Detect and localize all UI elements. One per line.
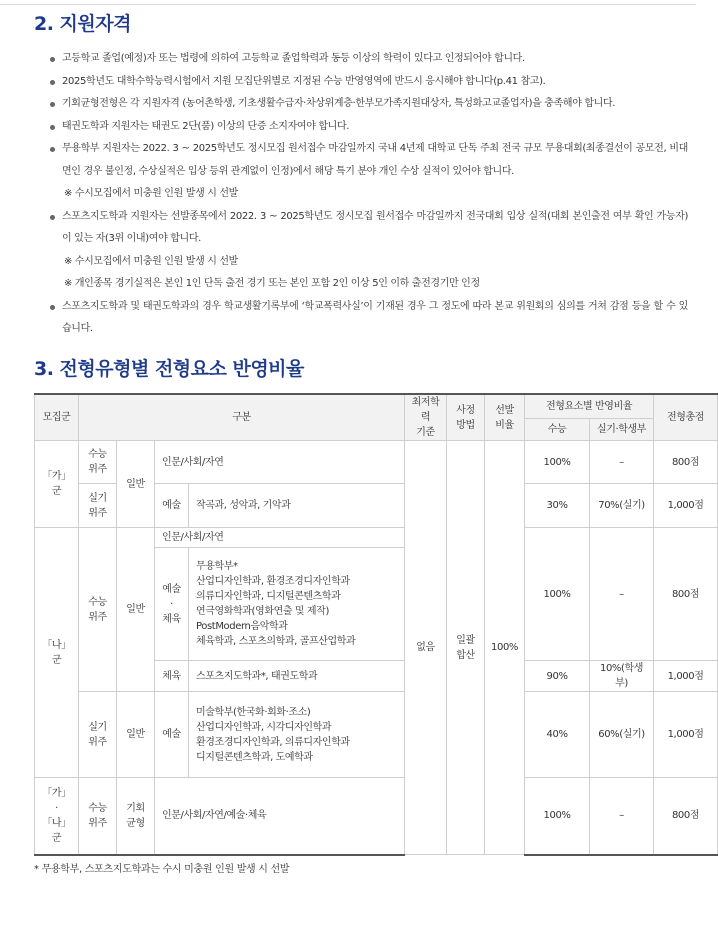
header-ratio xyxy=(485,394,525,441)
header-suneung: 수능 xyxy=(525,418,590,440)
eligibility-text: 고등학교 졸업(예정)자 또는 법령에 의하여 고등학교 졸업학력과 동등 이상의 학력이 있다고 인정되어야 합니다. xyxy=(62,53,525,64)
type-suneung-text: 수능 위주 xyxy=(88,449,107,475)
eligibility-text: 스포츠지도학과 지원자는 선발종목에서 2022. 3 ~ 2025학년도 정시모집 원서접수 마감일까지 전국대회 입상 실적(대회 본인출전 여부 확인 가능자)이 있는 자(3위 이내)여야 합니다. xyxy=(62,210,688,244)
header-ratio-text: 선발 비율 xyxy=(495,404,514,431)
practical-value: 60%(실기) xyxy=(590,692,654,778)
total-value: 1,000점 xyxy=(654,661,718,692)
type-cell xyxy=(79,441,117,484)
type-cell xyxy=(79,484,117,528)
header-min-score xyxy=(405,394,447,441)
eligibility-item xyxy=(48,71,688,94)
eligibility-note: ※ 수시모집에서 미충원 인원 발생 시 선발 xyxy=(62,183,688,206)
header-min-score-text: 최저학력 기준 xyxy=(411,397,440,438)
type-practical-text: 실기 위주 xyxy=(88,721,107,748)
field-cell: 인문/사회/자연/예술·체육 xyxy=(155,778,405,855)
group-gana xyxy=(35,778,79,855)
eligibility-item xyxy=(48,93,688,116)
review-text: 일괄 합산 xyxy=(456,634,475,661)
field-cell xyxy=(155,548,189,661)
eligibility-item xyxy=(48,206,688,296)
ratio-cell: 100% xyxy=(485,441,525,855)
header-review-text: 사정 방법 xyxy=(456,404,475,431)
header-review xyxy=(447,394,485,441)
suneung-value: 100% xyxy=(525,528,590,661)
top-divider xyxy=(0,4,696,5)
general-cell: 일반 xyxy=(117,692,155,778)
field-cell: 체육 xyxy=(155,661,189,692)
practical-value: 10%(학생부) xyxy=(590,661,654,692)
total-value: 1,000점 xyxy=(654,692,718,778)
total-value: 800점 xyxy=(654,528,718,661)
suneung-value: 40% xyxy=(525,692,590,778)
practical-value: – xyxy=(590,778,654,855)
eligibility-item xyxy=(48,138,688,206)
practical-value: – xyxy=(590,441,654,484)
type-cell xyxy=(79,692,117,778)
total-value: 800점 xyxy=(654,441,718,484)
eligibility-list xyxy=(48,48,688,341)
dept-cell xyxy=(189,548,405,661)
review-cell xyxy=(447,441,485,855)
eligibility-item xyxy=(48,296,688,341)
eligibility-text: 무용학부 지원자는 2022. 3 ~ 2025학년도 정시모집 원서접수 마감일까지 국내 4년제 대학교 단독 주최 전국 규모 무용대회(최종결선이 공모전, 비대면인 경우 불인정, 수상실적은 입상 등위 관계없이 인정)에서 해당 특기 분야 개인 수상 실적이 있어야 합니다. xyxy=(62,143,688,177)
total-value: 1,000점 xyxy=(654,484,718,528)
section-title-ratio: 3. 전형유형별 전형요소 반영비율 xyxy=(34,358,304,380)
opportunity-cell xyxy=(117,778,155,855)
dept-cell: 작곡과, 성악과, 기악과 xyxy=(189,484,405,528)
general-cell: 일반 xyxy=(117,441,155,528)
field-cell: 인문/사회/자연 xyxy=(155,441,405,484)
section-title-eligibility: 2. 지원자격 xyxy=(34,13,131,35)
eligibility-item xyxy=(48,116,688,139)
header-element-ratio: 전형요소별 반영비율 xyxy=(525,394,654,418)
arts-pe-text: 예술 · 체육 xyxy=(162,583,181,625)
na-practical-depts-text: 미술학부(한국화·회화·조소) 산업디자인학과, 시각디자인학과 환경조경디자인학과, 의류디자인학과 디지털콘텐츠학과, 도예학과 xyxy=(196,706,350,763)
total-value: 800점 xyxy=(654,778,718,855)
group-ga xyxy=(35,441,79,528)
suneung-value: 90% xyxy=(525,661,590,692)
eligibility-text: 기회균형전형은 각 지원자격 (농어촌학생, 기초생활수급자·차상위계층·한부모가족지원대상자, 특성화고교졸업자)을 충족해야 합니다. xyxy=(62,98,616,109)
eligibility-text: 2025학년도 대학수학능력시험에서 지원 모집단위별로 지정된 수능 반영영역에 반드시 응시해야 합니다(p.41 참고). xyxy=(62,75,546,87)
group-gana-text: 「가」 · 「나」 군 xyxy=(42,787,71,844)
type-cell xyxy=(79,528,117,692)
practical-value: 70%(실기) xyxy=(590,484,654,528)
suneung-value: 100% xyxy=(525,441,590,484)
type-practical-text: 실기 위주 xyxy=(88,492,107,519)
group-na-text: 「나」 군 xyxy=(42,639,71,666)
eligibility-text: 태권도학과 지원자는 태권도 2단(품) 이상의 단증 소지자여야 합니다. xyxy=(62,120,350,132)
suneung-value: 100% xyxy=(525,778,590,855)
min-score-cell: 없음 xyxy=(405,441,447,855)
eligibility-text: 스포츠지도학과 및 태권도학과의 경우 학교생활기록부에 ‘학교폭력사실’이 기재된 경우 그 정도에 따라 본교 위원회의 심의를 거쳐 감점 등을 할 수 있습니다. xyxy=(62,300,688,334)
dept-cell xyxy=(189,692,405,778)
type-suneung-text: 수능 위주 xyxy=(88,596,107,623)
eligibility-note: ※ 수시모집에서 미충원 인원 발생 시 선발 xyxy=(62,251,688,274)
na-arts-depts-text: 무용학부* 산업디자인학과, 환경조경디자인학과 의류디자인학과, 디지털콘텐츠학과 연극영화학과(영화연출 및 제작) PostModern음악학과 체육학과, 스포츠의학과, 골프산업학과 xyxy=(196,561,356,647)
header-group: 모집군 xyxy=(35,394,79,441)
practical-value: – xyxy=(590,528,654,661)
footnote: * 무용학부, 스포츠지도학과는 수시 미충원 인원 발생 시 선발 xyxy=(34,864,290,875)
group-na xyxy=(35,528,79,778)
field-cell: 예술 xyxy=(155,692,189,778)
opportunity-text: 기회 균형 xyxy=(126,802,145,829)
header-category: 구분 xyxy=(79,394,405,441)
group-ga-text: 「가」 군 xyxy=(42,471,71,497)
ratio-table xyxy=(34,393,718,856)
general-cell: 일반 xyxy=(117,528,155,692)
dept-cell: 스포츠지도학과*, 태권도학과 xyxy=(189,661,405,692)
header-practical: 실기·학생부 xyxy=(590,418,654,440)
eligibility-item xyxy=(48,48,688,71)
eligibility-note: ※ 개인종목 경기실적은 본인 1인 단독 출전 경기 또는 본인 포함 2인 이상 5인 이하 출전경기만 인정 xyxy=(62,273,688,296)
field-cell: 인문/사회/자연 xyxy=(155,528,405,548)
suneung-value: 30% xyxy=(525,484,590,528)
type-cell xyxy=(79,778,117,855)
type-suneung-text: 수능 위주 xyxy=(88,802,107,829)
header-total: 전형총점 xyxy=(654,394,718,441)
field-cell: 예술 xyxy=(155,484,189,528)
